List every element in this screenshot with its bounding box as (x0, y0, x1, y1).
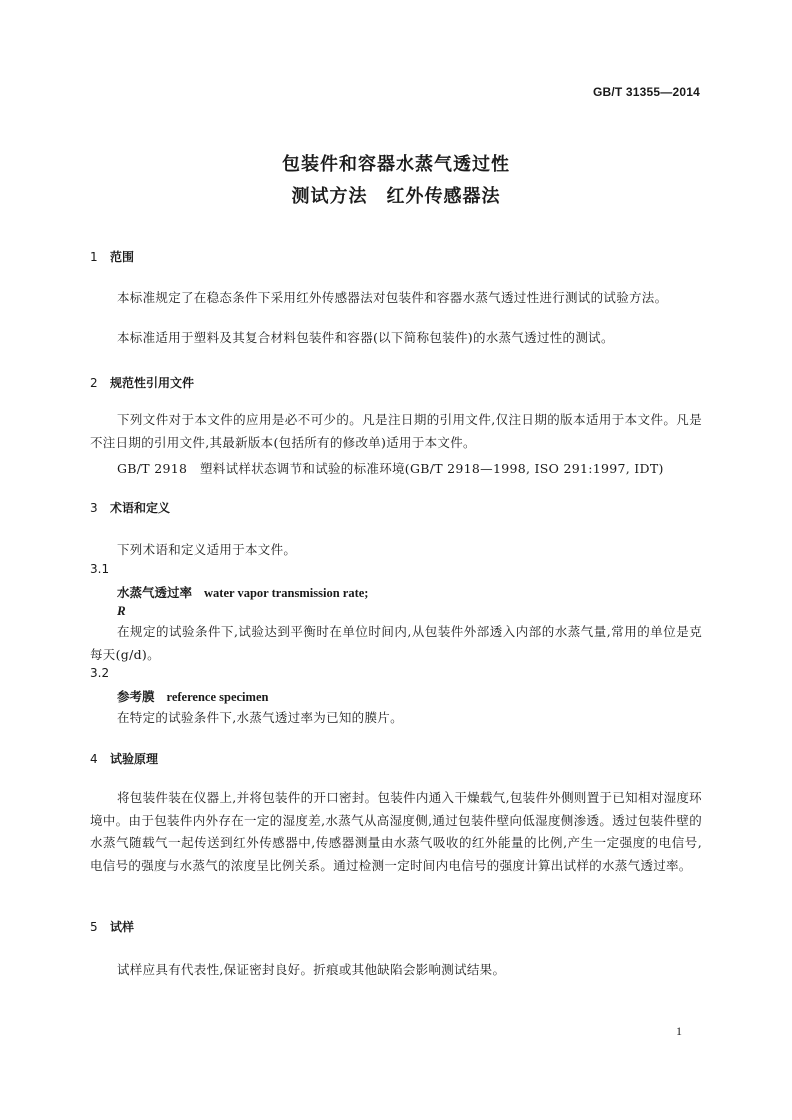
document-title-line1: 包装件和容器水蒸气透过性 (282, 154, 510, 175)
term-title (117, 687, 268, 705)
term-number: 3.1 (90, 562, 110, 576)
section-title: 术语和定义 (110, 501, 171, 515)
section-heading-terms-definitions (90, 499, 170, 516)
term-definition: 在规定的试验条件下,试验达到平衡时在单位时间内,从包装件外部透入内部的水蒸气量,常用的单位是克每天(g/d)。 (90, 624, 702, 662)
section-number: 1 (90, 250, 98, 264)
section-heading-scope (90, 248, 134, 265)
term-symbol: R (117, 603, 126, 618)
term-definition: 在特定的试验条件下,水蒸气透过率为已知的膜片。 (117, 710, 403, 725)
term-title (117, 583, 368, 601)
section-number: 2 (90, 376, 98, 390)
term-english: reference specimen (166, 690, 269, 704)
document-title-line2: 测试方法 红外传感器法 (291, 186, 501, 207)
section-number: 5 (90, 920, 98, 934)
term-english: water vapor transmission rate; (204, 586, 369, 600)
section-number: 4 (90, 752, 98, 766)
term-chinese: 水蒸气透过率 (117, 585, 193, 600)
section-title: 试验原理 (110, 752, 159, 766)
paragraph: 下列文件对于本文件的应用是必不可少的。凡是注日期的引用文件,仅注日期的版本适用于本文件。凡是不注日期的引用文件,其最新版本(包括所有的修改单)适用于本文件。 (90, 412, 702, 450)
section-heading-principle (90, 750, 158, 767)
section-title: 范围 (110, 250, 135, 264)
reference-entry: GB/T 2918 塑料试样状态调节和试验的标准环境(GB/T 2918—1998, ISO 291:1997, IDT) (117, 461, 664, 476)
section-heading-specimen (90, 918, 134, 935)
paragraph: 将包装件装在仪器上,并将包装件的开口密封。包装件内通入干燥载气,包装件外侧则置于已知相对湿度环境中。由于包装件内外存在一定的湿度差,水蒸气从高湿度侧,通过包装件壁向低湿度侧渗透。透过包装件壁的水蒸气随载气一起传送到红外传感器中,传感器测量由水蒸气吸收的红外能量的比例,产生一定强度的电信号,电信号的强度与水蒸气的浓度呈比例关系。通过检测一定时间内电信号的强度计算出试样的水蒸气透过率。 (90, 790, 702, 873)
term-number: 3.2 (90, 666, 110, 680)
paragraph: 下列术语和定义适用于本文件。 (117, 542, 297, 557)
section-heading-normative-references (90, 374, 194, 391)
page-number: 1 (676, 1024, 682, 1038)
paragraph: 本标准规定了在稳态条件下采用红外传感器法对包装件和容器水蒸气透过性进行测试的试验方法。 (117, 290, 668, 305)
term-chinese: 参考膜 (117, 689, 155, 704)
paragraph: 试样应具有代表性,保证密封良好。折痕或其他缺陷会影响测试结果。 (117, 962, 506, 977)
standard-code: GB/T 31355—2014 (592, 85, 700, 99)
section-title: 试样 (110, 920, 135, 934)
section-title: 规范性引用文件 (110, 376, 195, 390)
paragraph: 本标准适用于塑料及其复合材料包装件和容器(以下简称包装件)的水蒸气透过性的测试。 (117, 330, 614, 345)
section-number: 3 (90, 501, 98, 515)
